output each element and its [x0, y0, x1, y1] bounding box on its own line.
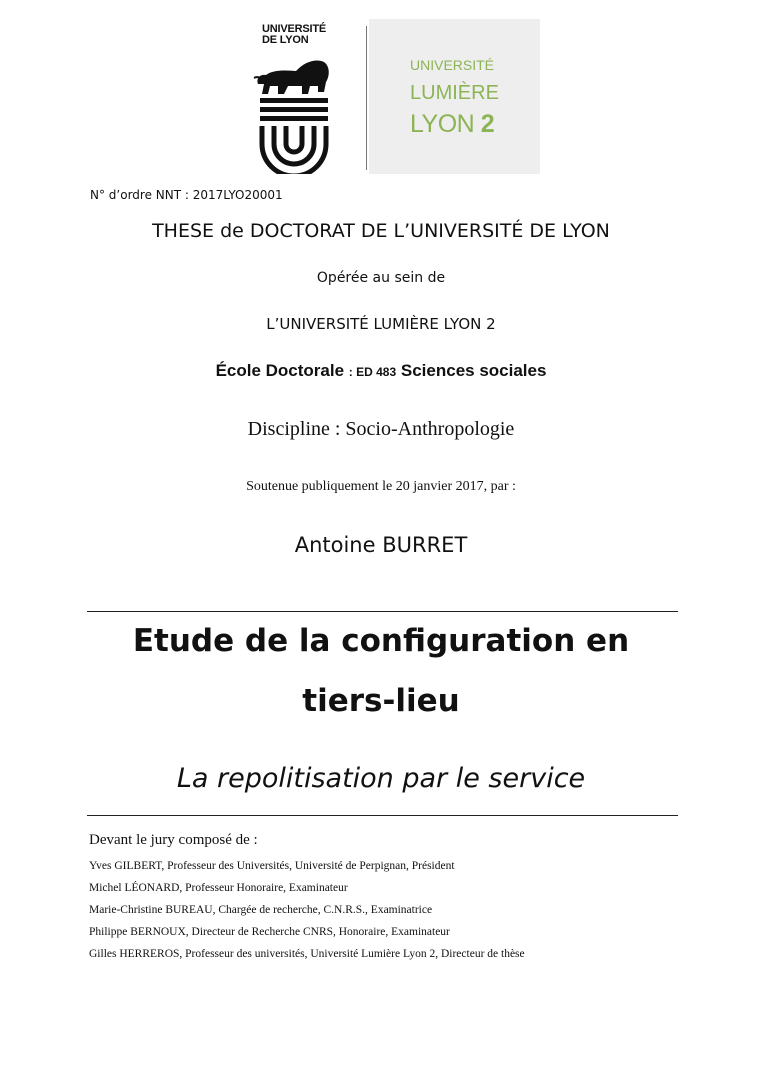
- ecole-name: Sciences sociales: [400, 361, 547, 380]
- ecole-doctorale: [0, 361, 762, 381]
- ecole-code: : ED 483: [348, 365, 397, 379]
- jury-member: Marie-Christine BUREAU, Chargée de recherche, C.N.R.S., Examinatrice: [89, 904, 433, 916]
- thesis-subtitle: La repolitisation par le service: [176, 763, 586, 794]
- thesis-title: [0, 611, 762, 731]
- jury-member: Yves GILBERT, Professeur des Universités, Université de Perpignan, Président: [89, 860, 455, 872]
- lyon2-logo-line3: LYON 2: [410, 110, 495, 138]
- thesis-title-line1: Etude de la configuration en: [132, 623, 630, 659]
- operee-text: Opérée au sein de: [316, 270, 446, 286]
- university-name: L’UNIVERSITÉ LUMIÈRE LYON 2: [266, 315, 496, 333]
- universite-lumiere-lyon2-logo: [369, 19, 540, 174]
- lion-emblem-icon: [252, 48, 336, 174]
- universite-de-lyon-logo: [252, 24, 336, 174]
- jury-list: [89, 858, 525, 968]
- jury-member: Michel LÉONARD, Professeur Honoraire, Examinateur: [89, 882, 348, 894]
- jury-member: Gilles HERREROS, Professeur des universités, Université Lumière Lyon 2, Directeur de thèse: [89, 948, 525, 960]
- title-rule-bottom: [87, 815, 678, 816]
- thesis-title-line2: tiers-lieu: [302, 683, 460, 719]
- jury-heading: Devant le jury composé de :: [89, 832, 258, 848]
- soutenance-date: Soutenue publiquement le 20 janvier 2017, par :: [246, 479, 516, 494]
- lyon2-logo-line1: UNIVERSITÉ: [410, 57, 495, 73]
- author-name: Antoine BURRET: [294, 533, 468, 557]
- logo-divider: [366, 26, 367, 170]
- ecole-label: École Doctorale: [215, 361, 345, 380]
- lyon2-logo-line2: LUMIÈRE: [410, 82, 499, 104]
- discipline: Discipline : Socio-Anthropologie: [247, 418, 515, 440]
- jury-member: Philippe BERNOUX, Directeur de Recherche CNRS, Honoraire, Examinateur: [89, 926, 450, 938]
- universite-de-lyon-logo-text: UNIVERSITÉ DE LYON: [262, 23, 327, 46]
- these-heading: THESE de DOCTORAT DE L’UNIVERSITÉ DE LYON: [152, 220, 610, 242]
- nnt-number: N° d’ordre NNT : 2017LYO20001: [90, 188, 283, 202]
